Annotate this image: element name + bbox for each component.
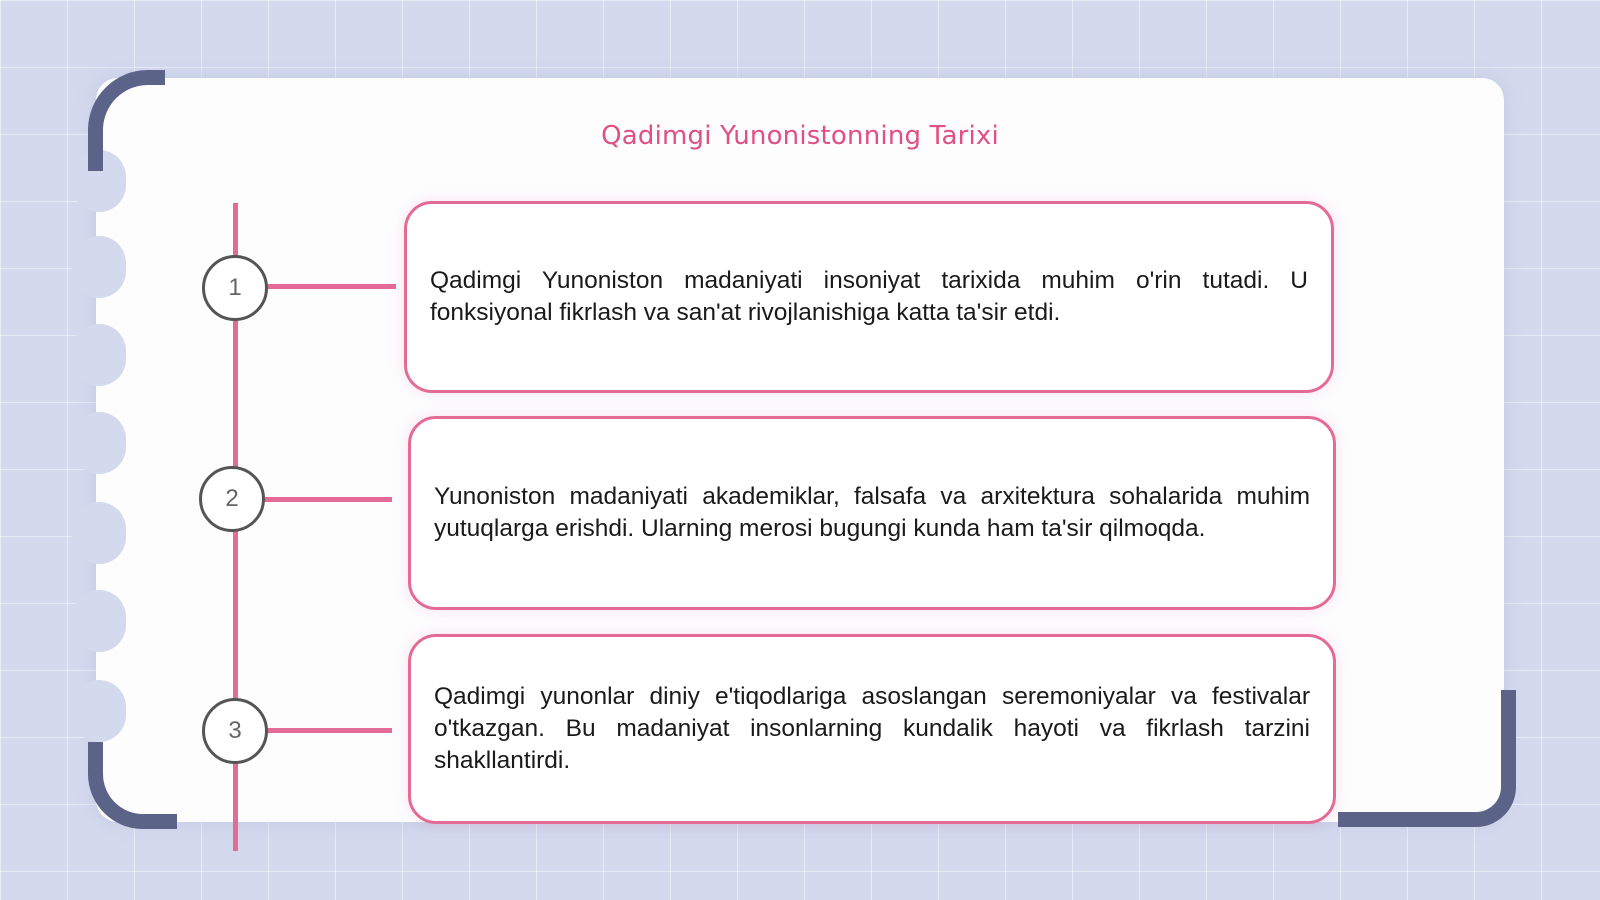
timeline-step-2: 2 [199,466,265,532]
frame-corner-bottom-right [1338,690,1516,827]
paper-notch [72,236,126,298]
paper-notch [72,680,126,742]
timeline-card-2 [408,416,1336,610]
slide-title: Qadimgi Yunonistonning Tarixi [601,121,999,151]
timeline-connector [265,284,396,289]
paper-notch [72,412,126,474]
paper-notch [72,502,126,564]
timeline-connector [262,497,392,502]
timeline-card-text: Qadimgi Yunoniston madaniyati insoniyat tarixida muhim o'rin tutadi. U fonksiyonal fikrlash va san'at rivojlanishiga katta ta'sir etdi. [430,267,1308,326]
paper-notch [72,590,126,652]
timeline-connector [264,728,392,733]
timeline-card-3 [408,634,1336,824]
timeline-card-text: Yunoniston madaniyati akademiklar, falsafa va arxitektura sohalarida muhim yutuqlarga erishdi. Ularning merosi bugungi kunda ham ta'sir qilmoqda. [434,483,1310,542]
frame-corner-top-left [88,70,165,171]
frame-corner-bottom-left [88,742,177,829]
timeline-card-1 [404,201,1334,393]
timeline-step-3: 3 [202,698,268,764]
paper-notch [72,324,126,386]
timeline-step-1: 1 [202,255,268,321]
timeline-card-text: Qadimgi yunonlar diniy e'tiqodlariga asoslangan seremoniyalar va festivalar o'tkazgan. Bu madaniyat insonlarning kundalik hayoti va fikrlash tarzini shakllantirdi. [434,683,1310,774]
